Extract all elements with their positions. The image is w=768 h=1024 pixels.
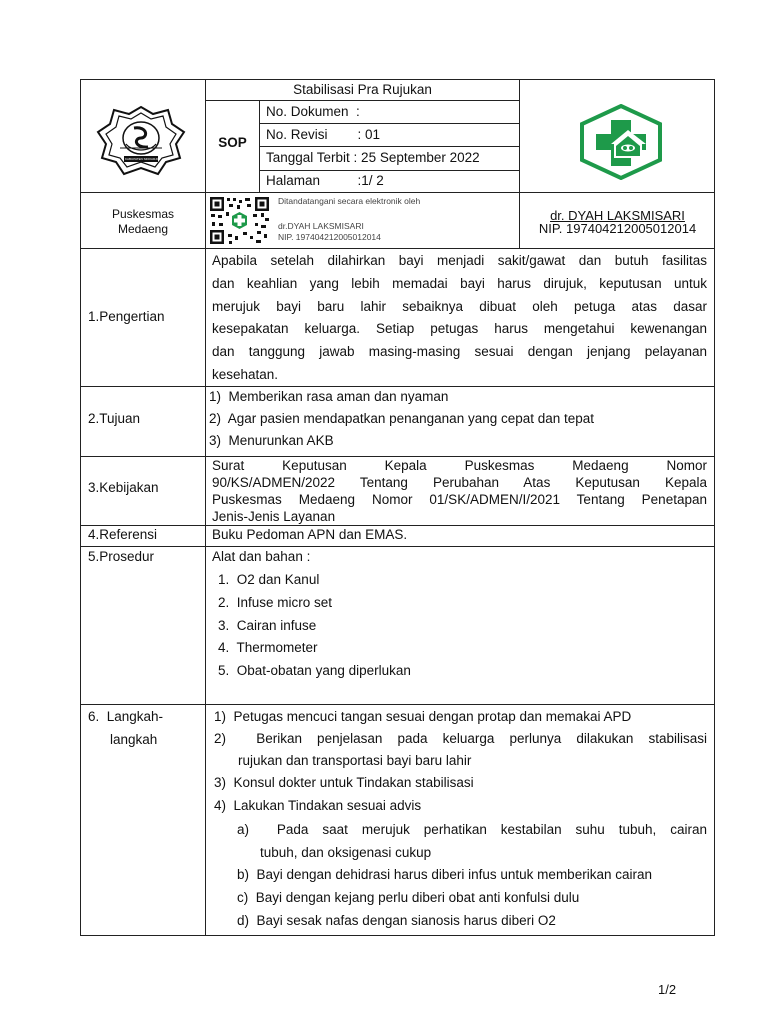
grid-line bbox=[80, 525, 715, 526]
prosedur-item: 5. Obat-obatan yang diperlukan bbox=[218, 663, 411, 678]
langkah-item: 3) Konsul dokter untuk Tindakan stabilisasi bbox=[214, 775, 474, 790]
grid-line bbox=[80, 192, 715, 193]
langkah-subitem: b) Bayi dengan dehidrasi harus diberi infus untuk memberikan cairan bbox=[237, 867, 652, 882]
prosedur-intro: Alat dan bahan : bbox=[212, 549, 311, 564]
grid-line bbox=[205, 79, 206, 249]
unit-name bbox=[81, 207, 205, 237]
prosedur-item: 2. Infuse micro set bbox=[218, 595, 333, 610]
langkah-label-cont: langkah bbox=[110, 732, 158, 747]
prosedur-item: 3. Cairan infuse bbox=[218, 618, 317, 633]
prosedur-item: 4. Thermometer bbox=[218, 640, 318, 655]
esign-label: Ditandatangani secara elektronik oleh bbox=[278, 196, 421, 206]
document-title: Stabilisasi Pra Rujukan bbox=[293, 82, 432, 97]
kebijakan-text bbox=[212, 457, 707, 525]
kebijakan-line: Surat Keputusan Kepala Puskesmas Medaeng Nomor bbox=[212, 458, 707, 473]
langkah-subitem: d) Bayi sesak nafas dengan sianosis harus diberi O2 bbox=[237, 913, 556, 928]
langkah-subitem-cont: tubuh, dan oksigenasi cukup bbox=[260, 845, 432, 860]
pengertian-line: dan tanggung jawab masing-masing sesuai dengan jenjang pelayanan bbox=[212, 344, 707, 360]
page-info: Halaman :1/ 2 bbox=[266, 173, 384, 188]
tujuan-item: 3) Menurunkan AKB bbox=[209, 433, 334, 448]
kebijakan-label: 3.Kebijakan bbox=[88, 480, 159, 495]
esign-signer: dr.DYAH LAKSMISARI bbox=[278, 221, 364, 231]
kebijakan-line: Puskesmas Medaeng Nomor 01/SK/ADMEN/I/2021 Tentang Penetapan bbox=[212, 492, 707, 507]
grid-line bbox=[205, 100, 520, 101]
grid-line bbox=[80, 704, 715, 705]
grid-line bbox=[259, 123, 520, 124]
langkah-subitem: c) Bayi dengan kejang perlu diberi obat anti konfulsi dulu bbox=[237, 890, 580, 905]
puskesmas-logo bbox=[580, 104, 662, 180]
tujuan-item: 2) Agar pasien mendapatkan penanganan yang cepat dan tepat bbox=[209, 411, 595, 426]
signer-name: dr. DYAH LAKSMISARI bbox=[550, 208, 685, 223]
issue-date: Tanggal Terbit : 25 September 2022 bbox=[266, 150, 480, 165]
pengertian-line: merujuk bayi baru lahir sebaiknya dibuat oleh petuga atas dasar bbox=[212, 298, 707, 314]
langkah-subitem: a) Pada saat merujuk perhatikan kestabilan suhu tubuh, cairan bbox=[237, 822, 707, 837]
langkah-item: 1) Petugas mencuci tangan sesuai dengan protap dan memakai APD bbox=[214, 709, 632, 724]
pengertian-text bbox=[212, 250, 707, 387]
langkah-item: 2) Berikan penjelasan pada keluarga perlunya dilakukan stabilisasi bbox=[214, 731, 707, 746]
langkah-item: 4) Lakukan Tindakan sesuai advis bbox=[214, 798, 422, 813]
tujuan-label: 2.Tujuan bbox=[88, 411, 141, 426]
revision-number: No. Revisi : 01 bbox=[266, 127, 381, 142]
referensi-label: 4.Referensi bbox=[88, 527, 158, 542]
grid-line bbox=[259, 170, 520, 171]
tujuan-item: 1) Memberikan rasa aman dan nyaman bbox=[209, 389, 449, 404]
regency-seal-logo bbox=[96, 104, 186, 176]
document-number: No. Dokumen : bbox=[266, 104, 360, 119]
pengertian-line: kesepakatan keluarga. Setiap petugas harus mengetahui kewenangan bbox=[212, 321, 707, 337]
pengertian-label: 1.Pengertian bbox=[88, 309, 165, 324]
langkah-item-cont: rujukan dan transportasi bayi baru lahir bbox=[238, 753, 472, 768]
seal-lettering: KABUPATEN SIDOARJO bbox=[125, 157, 159, 161]
grid-line bbox=[259, 146, 520, 147]
prosedur-label: 5.Prosedur bbox=[88, 549, 155, 564]
referensi-text: Buku Pedoman APN dan EMAS. bbox=[212, 527, 408, 542]
pengertian-line: dan keahlian yang lebih memadai bayi harus dirujuk, keputusan untuk bbox=[212, 275, 707, 291]
pengertian-line: kesehatan. bbox=[212, 366, 279, 382]
esign-nip: NIP. 197404212005012014 bbox=[278, 232, 381, 242]
unit-name-line2: Medaeng bbox=[117, 222, 169, 236]
sop-label: SOP bbox=[218, 135, 247, 150]
kebijakan-line: 90/KS/ADMEN/2022 Tentang Perubahan Atas Keputusan Kepala bbox=[212, 475, 707, 490]
langkah-label: 6. Langkah- bbox=[88, 709, 164, 724]
page-number: 1/2 bbox=[658, 982, 677, 997]
unit-name-line1: Puskesmas bbox=[111, 207, 175, 221]
pengertian-line: Apabila setelah dilahirkan bayi menjadi sakit/gawat dan butuh fasilitas bbox=[212, 253, 707, 268]
signer-nip: NIP. 197404212005012014 bbox=[538, 221, 697, 236]
qr-code-icon bbox=[209, 196, 270, 245]
grid-line bbox=[80, 546, 715, 547]
prosedur-item: 1. O2 dan Kanul bbox=[218, 572, 320, 587]
kebijakan-line: Jenis-Jenis Layanan bbox=[212, 509, 336, 524]
grid-line bbox=[205, 248, 206, 936]
